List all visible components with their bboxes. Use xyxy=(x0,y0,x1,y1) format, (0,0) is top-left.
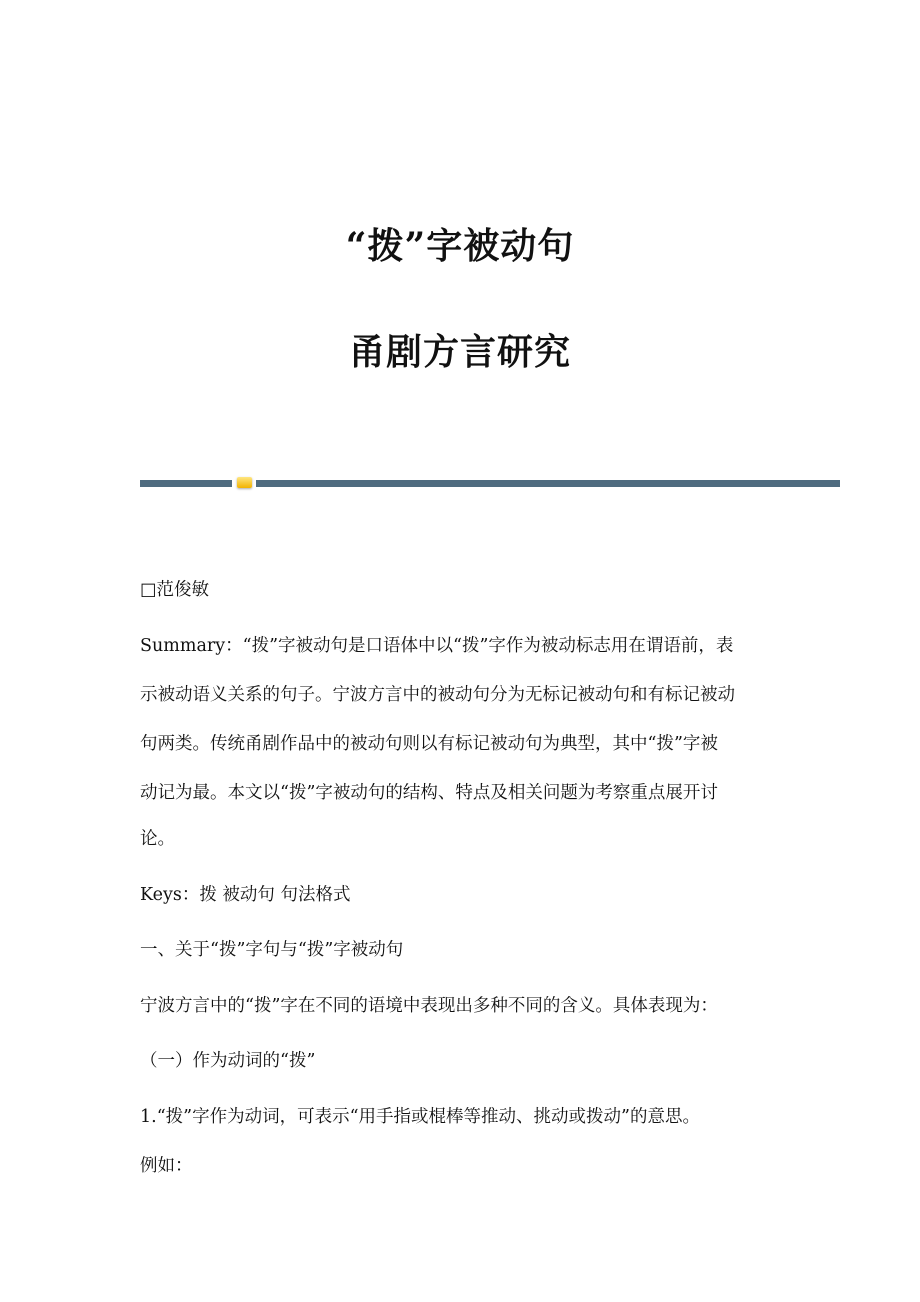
divider-right xyxy=(256,480,840,487)
divider-left xyxy=(140,480,232,487)
summary-line: 论。 xyxy=(140,829,175,849)
section-heading: 一、关于“拨”字句与“拨”字被动句 xyxy=(140,940,404,960)
divider-ornament-icon xyxy=(237,477,252,488)
summary-line: 句两类。传统甬剧作品中的被动句则以有标记被动句为典型，其中“拨”字被 xyxy=(140,734,718,754)
summary-line: Summary：“拨”字被动句是口语体中以“拨”字作为被动标志用在谓语前，表 xyxy=(140,636,734,656)
list-item-continuation: 例如： xyxy=(140,1156,193,1176)
title-line-2: 甬剧方言研究 xyxy=(348,331,571,373)
title-line-1: “拨”字被动句 xyxy=(345,225,575,267)
author: □范俊敏 xyxy=(140,580,210,600)
keywords: Keys：拨 被动句 句法格式 xyxy=(140,885,351,905)
summary-line: 动记为最。本文以“拨”字被动句的结构、特点及相关问题为考察重点展开讨 xyxy=(140,783,718,803)
summary-line: 示被动语义关系的句子。宁波方言中的被动句分为无标记被动句和有标记被动 xyxy=(140,685,735,705)
list-item: 1.“拨”字作为动词，可表示“用手指或棍棒等推动、挑动或拨动”的意思。 xyxy=(140,1107,700,1127)
subsection-heading: （一）作为动词的“拨” xyxy=(140,1051,316,1071)
paragraph: 宁波方言中的“拨”字在不同的语境中表现出多种不同的含义。具体表现为： xyxy=(140,996,718,1016)
